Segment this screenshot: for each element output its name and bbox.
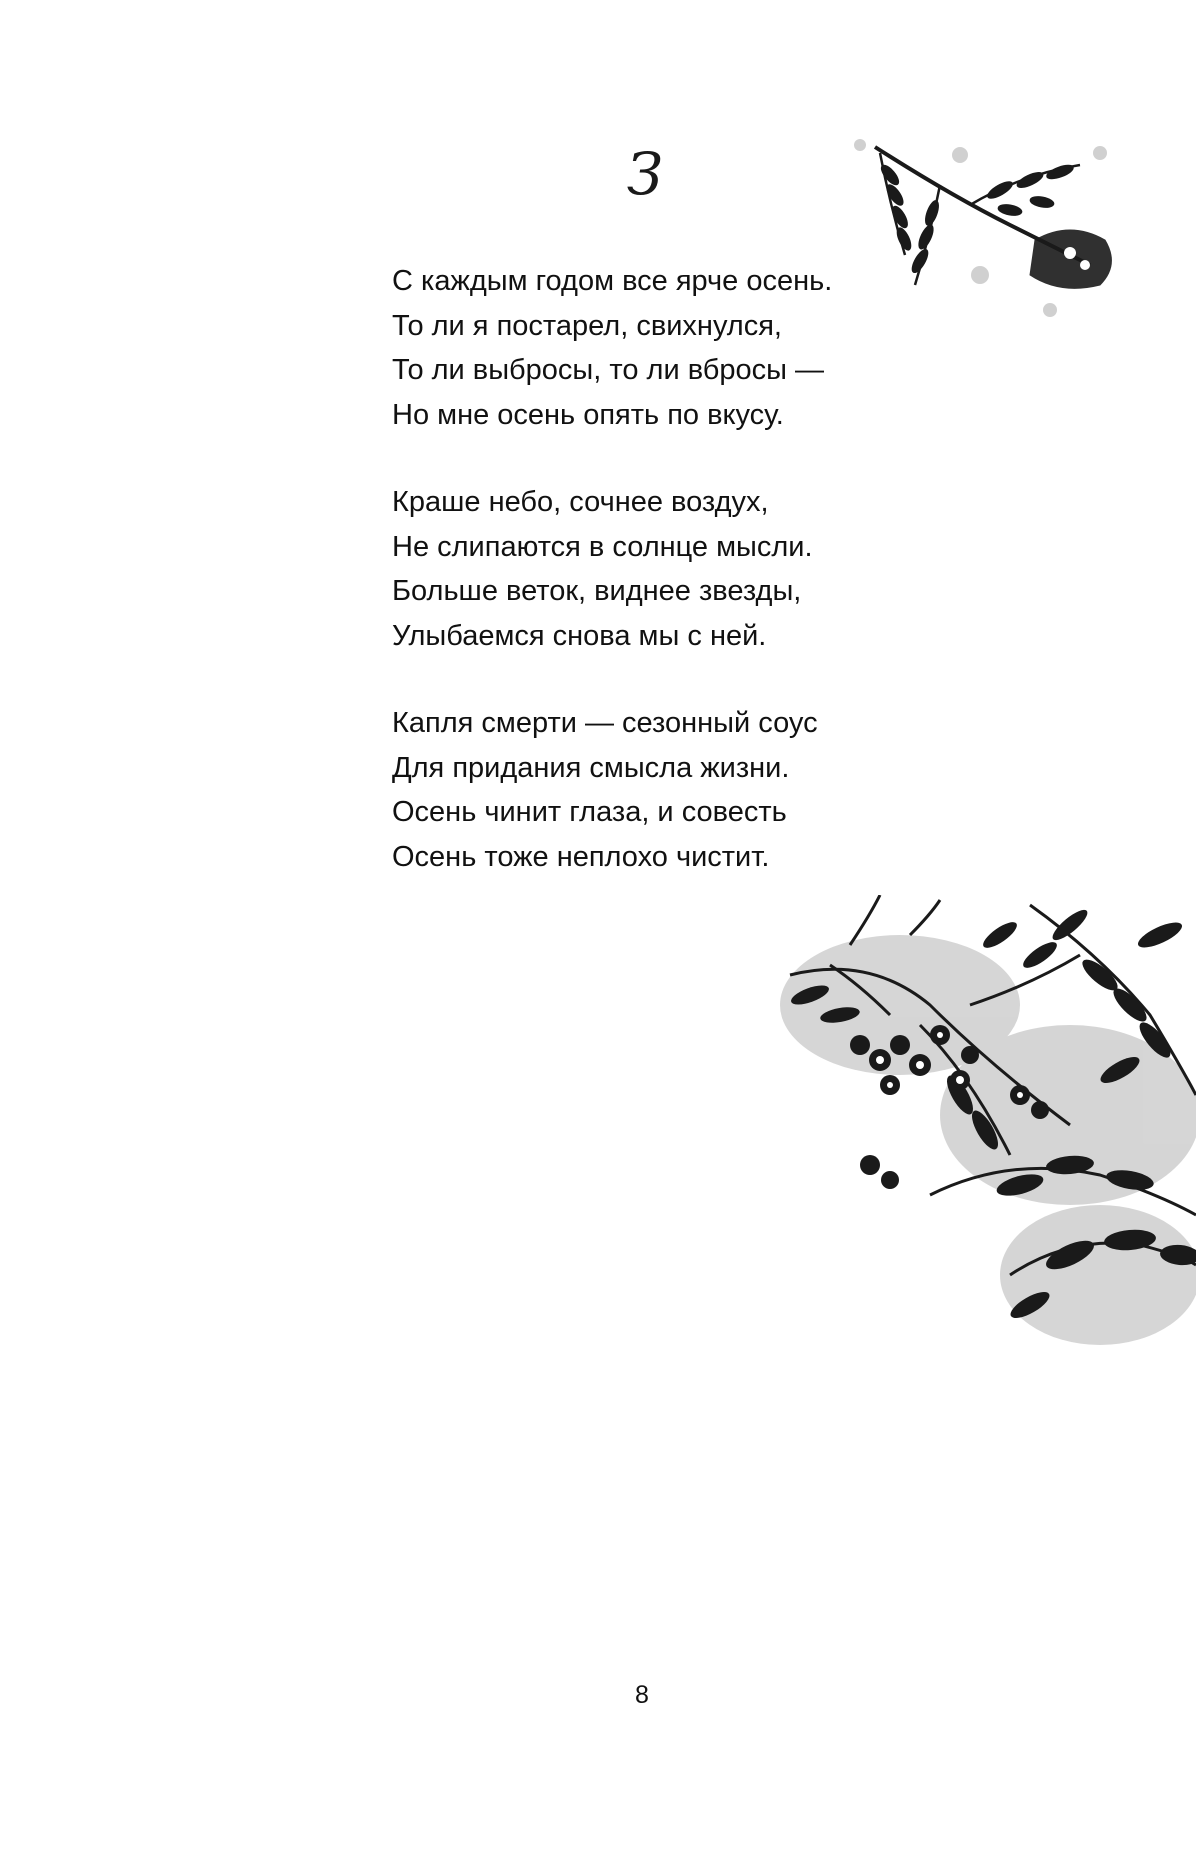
poem-line: Краше небо, сочнее воздух, <box>392 486 769 518</box>
poem-line: Не слипаются в солнце мысли. <box>392 530 813 563</box>
poem-line: То ли выбросы, то ли вбросы — <box>392 354 825 386</box>
poem-number: З <box>626 140 664 208</box>
page-number: 8 <box>635 1681 649 1709</box>
poem-line: Улыбаемся снова мы с ней. <box>392 619 767 652</box>
stanza <box>392 701 912 879</box>
poem-line: Больше веток, виднее звезды, <box>392 575 802 607</box>
stanza <box>392 259 912 437</box>
poem-line: Но мне осень опять по вкусу. <box>392 398 784 431</box>
poem-line: С каждым годом все ярче осень. <box>392 265 833 297</box>
poem-line: Осень тоже неплохо чистит. <box>392 840 770 873</box>
poem-line: Для придания смысла жизни. <box>392 751 790 784</box>
poem-line: То ли я постарел, свихнулся, <box>392 309 782 342</box>
poem-line: Капля смерти — сезонный соус <box>392 707 818 739</box>
rowan-berries-icon <box>770 895 1196 1365</box>
poem-line: Осень чинит глаза, и совесть <box>392 796 787 828</box>
stanza <box>392 480 912 658</box>
poem-body <box>392 259 912 922</box>
